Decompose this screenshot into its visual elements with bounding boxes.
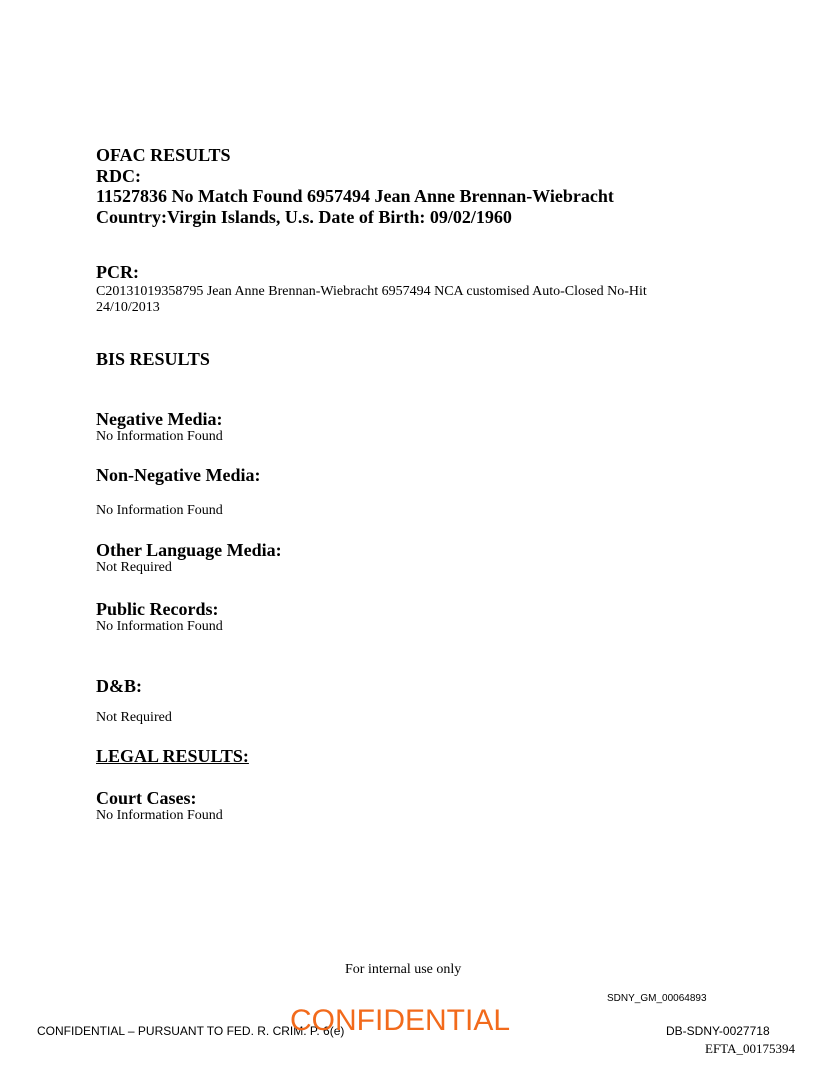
public-records-label: Public Records:: [96, 599, 219, 619]
bates-sdny-gm: SDNY_GM_00064893: [607, 993, 707, 1004]
other-language-media-value: Not Required: [96, 560, 172, 575]
rdc-match-line: 11527836 No Match Found 6957494 Jean Anne Brennan-Wiebracht: [96, 186, 614, 206]
rdc-label: RDC:: [96, 166, 141, 186]
db-value: Not Required: [96, 710, 172, 725]
court-cases-label: Court Cases:: [96, 788, 197, 808]
negative-media-label: Negative Media:: [96, 409, 223, 429]
internal-use-note: For internal use only: [345, 962, 462, 977]
pcr-line-1: C20131019358795 Jean Anne Brennan-Wiebracht 6957494 NCA customised Auto-Closed No-Hit: [96, 284, 647, 299]
other-language-media-label: Other Language Media:: [96, 540, 282, 560]
negative-media-value: No Information Found: [96, 429, 223, 444]
rdc-country-dob-line: Country:Virgin Islands, U.s. Date of Birth: 09/02/1960: [96, 207, 512, 227]
bates-db-sdny: DB-SDNY-0027718: [666, 1024, 770, 1038]
court-cases-value: No Information Found: [96, 808, 223, 823]
non-negative-media-label: Non-Negative Media:: [96, 465, 261, 485]
legal-results-heading: LEGAL RESULTS:: [96, 746, 249, 766]
bates-efta: EFTA_00175394: [705, 1041, 795, 1056]
confidential-stamp: CONFIDENTIAL: [290, 1004, 511, 1037]
bis-results-heading: BIS RESULTS: [96, 349, 210, 369]
ofac-results-heading: OFAC RESULTS: [96, 145, 231, 165]
pcr-line-2: 24/10/2013: [96, 300, 160, 315]
pcr-label: PCR:: [96, 262, 139, 282]
non-negative-media-value: No Information Found: [96, 503, 223, 518]
db-label: D&B:: [96, 676, 142, 696]
public-records-value: No Information Found: [96, 619, 223, 634]
confidential-notice: CONFIDENTIAL – PURSUANT TO FED. R. CRIM. P. 6(e): [37, 1024, 345, 1038]
